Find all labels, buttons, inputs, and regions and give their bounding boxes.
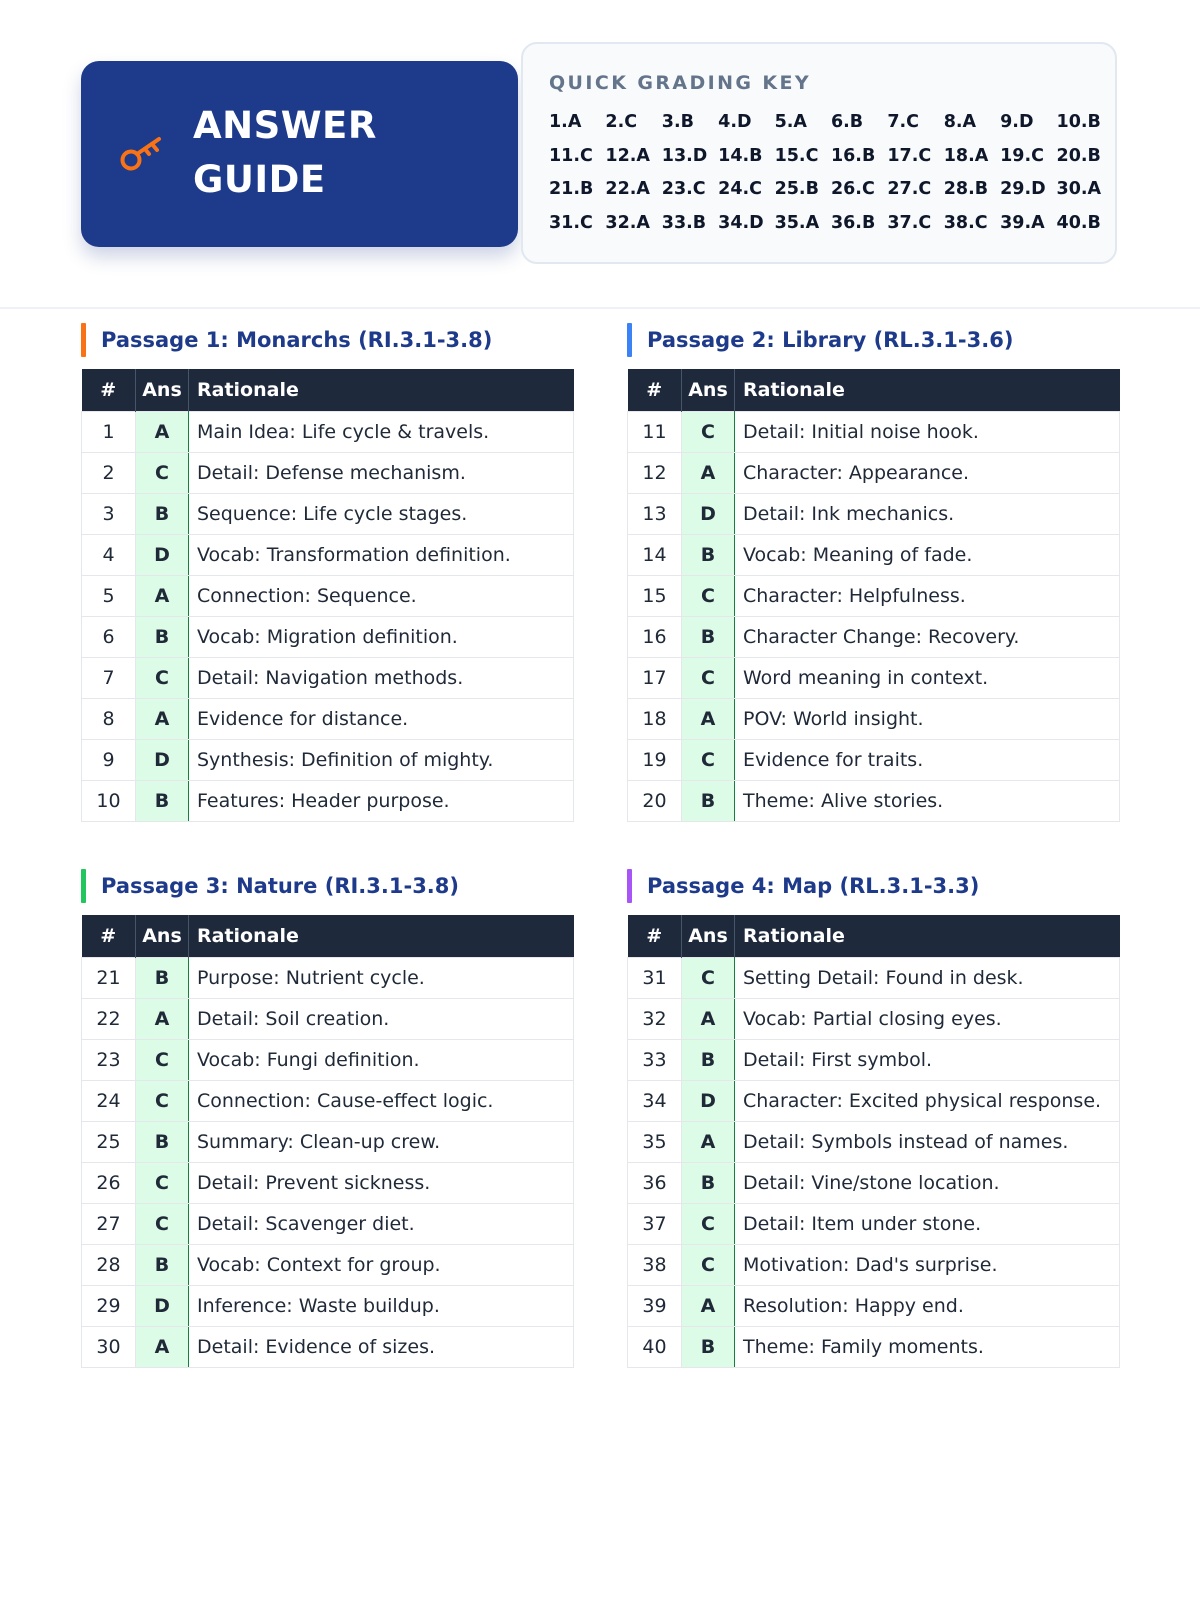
quick-key-item: 22.A — [605, 179, 650, 199]
answer-letter: C — [136, 1163, 189, 1204]
passage-1-section — [81, 323, 574, 822]
rationale: Vocab: Fungi definition. — [189, 1040, 574, 1081]
table-row — [82, 1081, 574, 1122]
answer-letter: C — [682, 658, 735, 699]
answer-letter: B — [682, 1040, 735, 1081]
question-number: 33 — [628, 1040, 682, 1081]
answer-guide-header — [81, 61, 518, 247]
answer-letter: C — [682, 1204, 735, 1245]
table-row — [82, 617, 574, 658]
answer-letter: A — [682, 699, 735, 740]
question-number: 14 — [628, 535, 682, 576]
question-number: 39 — [628, 1286, 682, 1327]
question-number: 32 — [628, 999, 682, 1040]
quick-key-item: 14.B — [718, 145, 763, 166]
table-row — [628, 1327, 1120, 1368]
quick-key-item: 34.D — [718, 212, 764, 233]
question-number: 24 — [82, 1081, 136, 1122]
rationale: Evidence for traits. — [735, 740, 1120, 781]
quick-key-item: 29.D — [1000, 179, 1046, 199]
answer-letter: B — [136, 1245, 189, 1286]
quick-key-item: 23.C — [661, 179, 706, 199]
rationale: Features: Header purpose. — [189, 781, 574, 822]
question-number: 13 — [628, 494, 682, 535]
rationale: Vocab: Meaning of fade. — [735, 535, 1120, 576]
table-row — [82, 1204, 574, 1245]
passage-3-section — [81, 869, 574, 1368]
table-row — [628, 535, 1120, 576]
rationale: Vocab: Partial closing eyes. — [735, 999, 1120, 1040]
quick-key-item: 32.A — [605, 212, 650, 233]
rationale: Summary: Clean-up crew. — [189, 1122, 574, 1163]
quick-key-grid — [549, 110, 1113, 244]
quick-key-item: 18.A — [943, 145, 989, 166]
question-number: 21 — [82, 958, 136, 999]
answer-letter: D — [136, 1286, 189, 1327]
answer-table — [81, 915, 574, 1368]
answer-letter: B — [136, 617, 189, 658]
answer-letter: D — [682, 494, 735, 535]
section-accent-bar — [627, 869, 632, 903]
answer-letter: C — [682, 958, 735, 999]
quick-key-item: 38.C — [943, 212, 988, 233]
rationale: Detail: Ink mechanics. — [735, 494, 1120, 535]
rationale: Theme: Alive stories. — [735, 781, 1120, 822]
answer-letter: A — [136, 1327, 189, 1368]
quick-key-item: 1.A — [549, 112, 582, 132]
question-number: 5 — [82, 576, 136, 617]
answer-letter: C — [136, 453, 189, 494]
question-number: 7 — [82, 658, 136, 699]
quick-key-item: 5.A — [774, 112, 807, 132]
quick-key-item: 9.D — [1000, 112, 1034, 132]
page-title — [193, 99, 377, 207]
quick-key-item: 8.A — [943, 112, 977, 132]
table-row — [82, 412, 574, 453]
rationale: Detail: Soil creation. — [189, 999, 574, 1040]
rationale: Connection: Sequence. — [189, 576, 574, 617]
table-row — [82, 576, 574, 617]
section-accent-bar — [81, 323, 86, 357]
table-row — [628, 576, 1120, 617]
question-number: 9 — [82, 740, 136, 781]
question-number: 20 — [628, 781, 682, 822]
section-title-text: Passage 3: Nature (RI.3.1-3.8) — [101, 874, 459, 898]
answer-letter: A — [682, 1122, 735, 1163]
answer-letter: A — [136, 999, 189, 1040]
table-row — [82, 740, 574, 781]
quick-key-item: 24.C — [718, 179, 763, 199]
header-divider — [0, 307, 1200, 309]
answer-letter: C — [682, 740, 735, 781]
question-number: 37 — [628, 1204, 682, 1245]
answer-letter: B — [136, 958, 189, 999]
quick-key-item: 36.B — [830, 212, 876, 233]
question-number: 36 — [628, 1163, 682, 1204]
column-header-rationale: Rationale — [189, 915, 574, 958]
rationale: Setting Detail: Found in desk. — [735, 958, 1120, 999]
section-title-text: Passage 1: Monarchs (RI.3.1-3.8) — [101, 328, 493, 352]
quick-key-item: 40.B — [1056, 212, 1101, 233]
quick-key-item: 11.C — [549, 145, 593, 166]
question-number: 25 — [82, 1122, 136, 1163]
table-row — [628, 1081, 1120, 1122]
question-number: 6 — [82, 617, 136, 658]
question-number: 8 — [82, 699, 136, 740]
quick-key-item: 13.D — [661, 145, 708, 166]
quick-key-title: QUICK GRADING KEY — [549, 72, 812, 94]
section-accent-bar — [81, 869, 86, 903]
rationale: Detail: Item under stone. — [735, 1204, 1120, 1245]
table-row — [82, 999, 574, 1040]
table-row — [82, 1163, 574, 1204]
table-row — [628, 1204, 1120, 1245]
quick-grading-key — [521, 42, 1117, 264]
table-row — [82, 958, 574, 999]
question-number: 40 — [628, 1327, 682, 1368]
rationale: Detail: Prevent sickness. — [189, 1163, 574, 1204]
page-title-line-1: ANSWER — [193, 104, 377, 147]
answer-letter: C — [136, 658, 189, 699]
rationale: Detail: Evidence of sizes. — [189, 1327, 574, 1368]
question-number: 11 — [628, 412, 682, 453]
rationale: Detail: Scavenger diet. — [189, 1204, 574, 1245]
quick-key-item: 39.A — [1000, 212, 1045, 233]
rationale: Detail: Navigation methods. — [189, 658, 574, 699]
table-row — [628, 958, 1120, 999]
section-title — [81, 869, 574, 903]
section-title — [81, 323, 574, 357]
quick-key-item: 25.B — [774, 179, 819, 199]
rationale: Synthesis: Definition of mighty. — [189, 740, 574, 781]
quick-key-item: 16.B — [830, 145, 876, 166]
table-row — [628, 1122, 1120, 1163]
quick-key-item: 2.C — [605, 112, 638, 132]
rationale: Vocab: Transformation definition. — [189, 535, 574, 576]
answer-letter: B — [136, 494, 189, 535]
answer-letter: D — [136, 740, 189, 781]
answer-letter: A — [136, 576, 189, 617]
quick-key-item: 17.C — [887, 145, 932, 166]
rationale: Purpose: Nutrient cycle. — [189, 958, 574, 999]
answer-table — [627, 915, 1120, 1368]
question-number: 10 — [82, 781, 136, 822]
table-row — [82, 535, 574, 576]
quick-key-item: 33.B — [661, 212, 707, 233]
table-row — [82, 453, 574, 494]
rationale: Word meaning in context. — [735, 658, 1120, 699]
answer-letter: C — [682, 412, 735, 453]
quick-key-item: 15.C — [774, 145, 819, 166]
quick-key-item: 19.C — [1000, 145, 1044, 166]
answer-table — [81, 369, 574, 822]
question-number: 27 — [82, 1204, 136, 1245]
answer-letter: B — [136, 781, 189, 822]
quick-key-item: 26.C — [830, 179, 875, 199]
answer-letter: B — [682, 1163, 735, 1204]
question-number: 28 — [82, 1245, 136, 1286]
answer-letter: D — [682, 1081, 735, 1122]
quick-key-item: 10.B — [1056, 112, 1101, 132]
quick-key-item: 6.B — [830, 112, 864, 132]
table-row — [628, 1163, 1120, 1204]
answer-letter: B — [682, 781, 735, 822]
quick-key-item: 4.D — [718, 112, 752, 132]
question-number: 29 — [82, 1286, 136, 1327]
page-title-line-2: GUIDE — [193, 158, 326, 201]
column-header-number: # — [628, 369, 682, 412]
answer-letter: C — [682, 1245, 735, 1286]
answer-letter: A — [136, 412, 189, 453]
passage-2-section — [627, 323, 1120, 822]
rationale: Motivation: Dad's surprise. — [735, 1245, 1120, 1286]
table-row — [628, 494, 1120, 535]
section-title — [627, 869, 1120, 903]
question-number: 3 — [82, 494, 136, 535]
rationale: Main Idea: Life cycle & travels. — [189, 412, 574, 453]
rationale: Detail: Initial noise hook. — [735, 412, 1120, 453]
answer-letter: B — [136, 1122, 189, 1163]
table-row — [82, 699, 574, 740]
rationale: Detail: Vine/stone location. — [735, 1163, 1120, 1204]
question-number: 1 — [82, 412, 136, 453]
quick-key-item: 31.C — [549, 212, 593, 233]
quick-key-item: 27.C — [887, 179, 932, 199]
quick-key-item: 28.B — [943, 179, 989, 199]
answer-letter: C — [136, 1040, 189, 1081]
column-header-number: # — [82, 915, 136, 958]
answer-letter: C — [136, 1081, 189, 1122]
answer-letter: B — [682, 535, 735, 576]
answer-letter: B — [682, 1327, 735, 1368]
table-row — [628, 740, 1120, 781]
column-header-answer: Ans — [136, 915, 189, 958]
table-row — [82, 1327, 574, 1368]
answer-letter: C — [682, 576, 735, 617]
quick-key-item: 35.A — [774, 212, 820, 233]
question-number: 31 — [628, 958, 682, 999]
column-header-answer: Ans — [682, 915, 735, 958]
rationale: Character: Appearance. — [735, 453, 1120, 494]
question-number: 22 — [82, 999, 136, 1040]
question-number: 15 — [628, 576, 682, 617]
rationale: Theme: Family moments. — [735, 1327, 1120, 1368]
rationale: Character Change: Recovery. — [735, 617, 1120, 658]
table-row — [82, 1122, 574, 1163]
quick-key-item: 37.C — [887, 212, 932, 233]
quick-key-item: 20.B — [1056, 145, 1101, 166]
rationale: Evidence for distance. — [189, 699, 574, 740]
column-header-rationale: Rationale — [735, 369, 1120, 412]
rationale: Vocab: Migration definition. — [189, 617, 574, 658]
section-title — [627, 323, 1120, 357]
key-icon — [119, 133, 167, 173]
question-number: 19 — [628, 740, 682, 781]
column-header-rationale: Rationale — [189, 369, 574, 412]
table-row — [628, 1245, 1120, 1286]
answer-letter: A — [682, 453, 735, 494]
question-number: 30 — [82, 1327, 136, 1368]
column-header-number: # — [82, 369, 136, 412]
question-number: 2 — [82, 453, 136, 494]
question-number: 16 — [628, 617, 682, 658]
table-row — [628, 699, 1120, 740]
answer-letter: A — [682, 999, 735, 1040]
question-number: 34 — [628, 1081, 682, 1122]
column-header-answer: Ans — [136, 369, 189, 412]
table-row — [82, 1245, 574, 1286]
rationale: Resolution: Happy end. — [735, 1286, 1120, 1327]
quick-key-item: 3.B — [661, 112, 694, 132]
table-row — [628, 781, 1120, 822]
quick-key-item: 7.C — [887, 112, 920, 132]
question-number: 12 — [628, 453, 682, 494]
rationale: POV: World insight. — [735, 699, 1120, 740]
column-header-number: # — [628, 915, 682, 958]
table-row — [82, 494, 574, 535]
rationale: Connection: Cause-effect logic. — [189, 1081, 574, 1122]
answer-letter: A — [682, 1286, 735, 1327]
table-row — [628, 412, 1120, 453]
question-number: 18 — [628, 699, 682, 740]
quick-key-item: 12.A — [605, 145, 650, 166]
question-number: 4 — [82, 535, 136, 576]
rationale: Detail: First symbol. — [735, 1040, 1120, 1081]
rationale: Character: Excited physical response. — [735, 1081, 1120, 1122]
answer-letter: C — [136, 1204, 189, 1245]
section-accent-bar — [627, 323, 632, 357]
table-row — [628, 1286, 1120, 1327]
question-number: 17 — [628, 658, 682, 699]
table-row — [82, 658, 574, 699]
column-header-answer: Ans — [682, 369, 735, 412]
rationale: Vocab: Context for group. — [189, 1245, 574, 1286]
table-row — [628, 453, 1120, 494]
table-row — [82, 781, 574, 822]
section-title-text: Passage 2: Library (RL.3.1-3.6) — [647, 328, 1014, 352]
section-title-text: Passage 4: Map (RL.3.1-3.3) — [647, 874, 980, 898]
table-row — [82, 1286, 574, 1327]
answer-table — [627, 369, 1120, 822]
answer-letter: B — [682, 617, 735, 658]
quick-key-item: 21.B — [549, 179, 594, 199]
answer-letter: A — [136, 699, 189, 740]
rationale: Character: Helpfulness. — [735, 576, 1120, 617]
rationale: Sequence: Life cycle stages. — [189, 494, 574, 535]
passage-4-section — [627, 869, 1120, 1368]
table-row — [82, 1040, 574, 1081]
rationale: Detail: Defense mechanism. — [189, 453, 574, 494]
answer-letter: D — [136, 535, 189, 576]
table-row — [628, 999, 1120, 1040]
column-header-rationale: Rationale — [735, 915, 1120, 958]
rationale: Detail: Symbols instead of names. — [735, 1122, 1120, 1163]
question-number: 38 — [628, 1245, 682, 1286]
question-number: 26 — [82, 1163, 136, 1204]
table-row — [628, 617, 1120, 658]
question-number: 35 — [628, 1122, 682, 1163]
table-row — [628, 1040, 1120, 1081]
table-row — [628, 658, 1120, 699]
rationale: Inference: Waste buildup. — [189, 1286, 574, 1327]
question-number: 23 — [82, 1040, 136, 1081]
quick-key-item: 30.A — [1056, 179, 1102, 199]
